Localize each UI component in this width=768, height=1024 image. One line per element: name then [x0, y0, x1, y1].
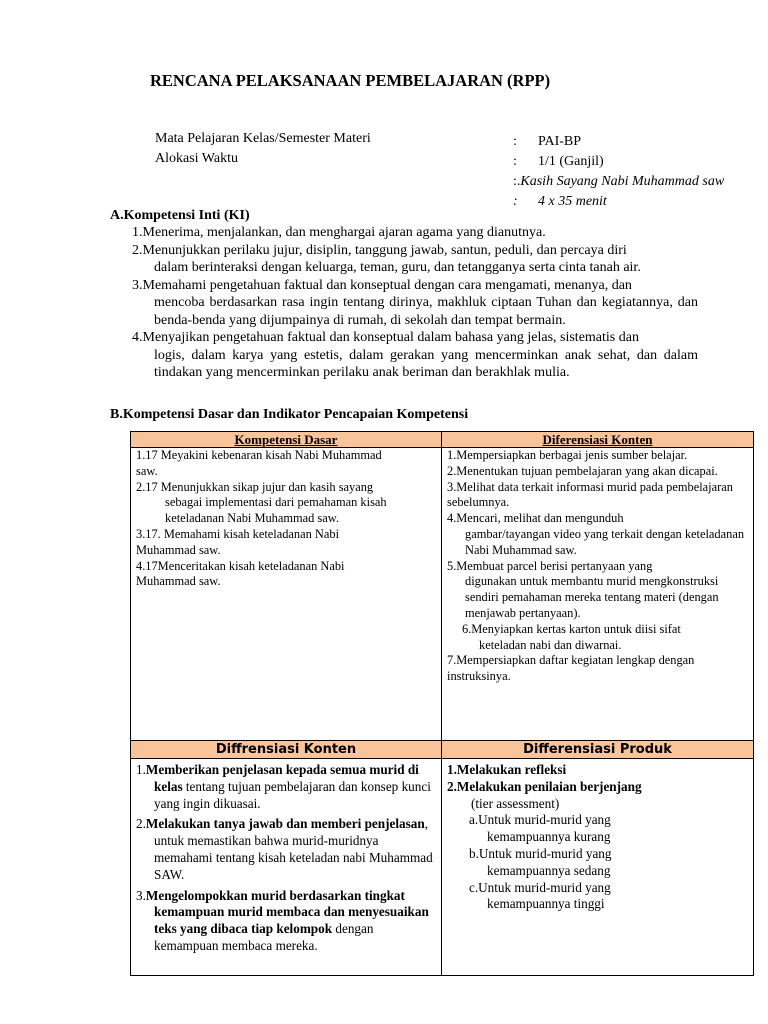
dk-item: gambar/tayangan video yang terkait dengan keteladanan Nabi Muhammad saw.	[465, 526, 745, 557]
header-diferensiasi-konten: Diferensiasi Konten	[442, 432, 754, 448]
dk-item: 4.Mencari, melihat dan mengunduh	[447, 511, 624, 526]
ki-list	[132, 224, 698, 382]
ki-item: 3.Memahami pengetahuan faktual dan konseptual dengan cara mengamati, menanya, dan mencoba berdasarkan rasa ingin tentang dirinya, makhluk ciptaan Tuhan dan kegiatannya, dan benda-benda yang dijumpainya di rumah, di sekolah dan tempat bermain.	[132, 277, 698, 328]
meta-subject: PAI-BP	[538, 134, 582, 149]
meta-time: 4 x 35 menit	[538, 194, 607, 209]
meta-label-line2: Alokasi Waktu	[155, 151, 238, 166]
produk-item: 1.Melakukan refleksi	[447, 762, 567, 777]
ki-item: 4.Menyajikan pengetahuan faktual dan konseptual dalam bahasa yang jelas, sistematis dan logis, dalam karya yang estetis, dalam gerakan yang mencerminkan anak sehat, dan dalam tindakan yang mencerminkan perilaku anak beriman dan berakhlak mulia.	[132, 330, 698, 380]
produk-subitem: b.Untuk murid-murid yang kemampuannya sedang	[469, 845, 612, 878]
meta-sep: :	[513, 154, 517, 169]
dk-item: 7.Mempersiapkan daftar kegiatan lengkap dengan instruksinya.	[447, 653, 695, 684]
meta-sep: :	[513, 134, 517, 149]
meta-sep: :.	[513, 174, 521, 189]
produk-subitem: a.Untuk murid-murid yang kemampuannya kurang	[469, 812, 611, 845]
meta-labels	[155, 129, 455, 169]
section-a-heading: A.Kompetensi Inti (KI)	[110, 208, 250, 223]
meta-row	[513, 192, 763, 212]
meta-row	[513, 152, 763, 172]
dk-item: keteladan nabi dan diwarnai.	[479, 637, 622, 652]
konten-item: 3.Mengelompokkan murid berdasarkan tingkat kemampuan murid membaca dan menyesuaikan teks yang dibaca tiap kelompok dengan kemampuan membaca mereka.	[136, 887, 429, 953]
kd-item: 1.17 Meyakini kebenaran kisah Nabi Muhammad saw.	[136, 448, 382, 478]
dk-item: 3.Melihat data terkait informasi murid pada pembelajaran sebelumnya.	[447, 479, 733, 510]
konten-item: 2.Melakukan tanya jawab dan memberi penjelasan, untuk memastikan bahwa murid-muridnya memahami tentang kisah keteladan nabi Muhammad SAW.	[136, 816, 433, 882]
konten-item: 1.Memberikan penjelasan kepada semua murid di kelas tentang tujuan pembelajaran dan konsep kunci yang ingin dikuasai.	[136, 762, 431, 811]
meta-material: Kasih Sayang Nabi Muhammad saw	[520, 174, 725, 189]
produk-item: 2.Melakukan penilaian berjenjang	[447, 778, 642, 794]
section-b-heading: B.Kompetensi Dasar dan Indikator Pencapaian Kompetensi	[110, 407, 469, 422]
konten-cell	[131, 759, 442, 976]
page-title: RENCANA PELAKSANAAN PEMBELAJARAN (RPP)	[150, 71, 551, 90]
produk-note: (tier assessment)	[471, 795, 560, 811]
dk-item: 1.Mempersiapkan berbagai jenis sumber belajar.	[447, 448, 688, 462]
ki-item: 2.Menunjukkan perilaku jujur, disiplin, tanggung jawab, santun, peduli, dan percaya diri dalam berinteraksi dengan keluarga, teman, guru, dan tetangganya serta cinta tanah air.	[132, 242, 641, 275]
dk-item: 2.Menentukan tujuan pembelajaran yang akan dicapai.	[447, 463, 718, 478]
ki-item: 1.Menerima, menjalankan, dan menghargai ajaran agama yang dianutnya.	[132, 225, 546, 240]
header-kompetensi-dasar: Kompetensi Dasar	[131, 432, 442, 448]
kd-item: 2.17 Menunjukkan sikap jujur dan kasih sayang sebagai implementasi dari pemahaman kisah keteladanan Nabi Muhammad saw.	[136, 479, 387, 526]
meta-row	[513, 172, 763, 192]
meta-sep: :	[513, 194, 518, 209]
dk-item: 6.Menyiapkan kertas karton untuk diisi sifat	[462, 621, 681, 636]
kd-item: 4.17Menceritakan kisah keteladanan Nabi Muhammad saw.	[136, 558, 345, 589]
produk-subitem: c.Untuk murid-murid yang kemampuannya tinggi	[469, 879, 611, 912]
kd-cell	[131, 448, 442, 741]
meta-label-line1: Mata Pelajaran Kelas/Semester Materi	[155, 131, 371, 146]
meta-row	[513, 132, 763, 152]
header-differensiasi-produk: Differensiasi Produk	[442, 741, 754, 759]
meta-class: 1/1 (Ganjil)	[538, 154, 604, 169]
meta-values	[513, 132, 763, 209]
produk-cell	[442, 759, 754, 976]
dk-cell	[442, 448, 754, 741]
dk-item: digunakan untuk membantu murid mengkonstruksi sendiri pemahaman mereka tentang materi (dengan menjawab pertanyaan).	[465, 574, 719, 620]
header-diffrensiasi-konten: Diffrensiasi Konten	[131, 741, 442, 759]
kd-item: 3.17. Memahami kisah keteladanan Nabi Muhammad saw.	[136, 526, 340, 557]
dk-item: 5.Membuat parcel berisi pertanyaan yang	[447, 558, 653, 573]
kd-table	[130, 431, 754, 976]
